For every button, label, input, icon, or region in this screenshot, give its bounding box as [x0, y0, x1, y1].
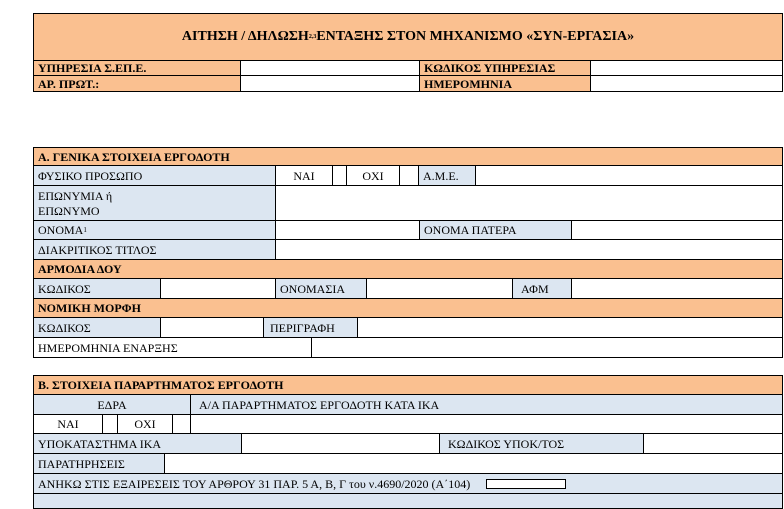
seat-no-checkbox[interactable]: [172, 414, 191, 434]
legal-code-field[interactable]: [160, 317, 264, 338]
branch-no-field[interactable]: [190, 414, 783, 434]
ika-branch-code-field[interactable]: [643, 433, 783, 454]
afm-label: ΑΦΜ: [512, 278, 572, 299]
seat-no-label: ΟΧΙ: [117, 414, 173, 434]
exception-label: ΑΝΗΚΩ ΣΤΙΣ ΕΞΑΙΡΕΣΕΙΣ ΤΟΥ ΑΡΘΡΟΥ 31 ΠΑΡ. 5 Α, Β, Γ του ν.4690/2020 (Α΄104): [38, 476, 471, 491]
natural-person-no-label: ΟΧΙ: [346, 165, 400, 186]
doy-code-field[interactable]: [160, 278, 276, 299]
natural-person-yes-checkbox[interactable]: [332, 165, 347, 186]
natural-person-no-checkbox[interactable]: [399, 165, 419, 186]
form-title: ΑΙΤΗΣΗ / ΔΗΛΩΣΗ 2,3 ΕΝΤΑΞΗΣ ΣΤΟΝ ΜΗΧΑΝΙΣΜΟ «ΣΥΝ-ΕΡΓΑΣΙΑ»: [33, 13, 783, 61]
remarks-label: ΠΑΡΑΤΗΡΗΣΕΙΣ: [33, 453, 165, 474]
company-name-field[interactable]: [275, 185, 783, 221]
seat-yes-checkbox[interactable]: [102, 414, 118, 434]
legal-description-field[interactable]: [357, 317, 783, 338]
start-date-label: ΗΜΕΡΟΜΗΝΙΑ ΕΝΑΡΞΗΣ: [33, 337, 312, 358]
trade-title-field[interactable]: [275, 239, 783, 260]
legal-form-title: ΝΟΜΙΚΗ ΜΟΡΦΗ: [33, 298, 783, 318]
doy-name-field[interactable]: [366, 278, 513, 299]
ame-field[interactable]: [475, 165, 783, 186]
doy-code-label: ΚΩΔΙΚΟΣ: [33, 278, 161, 299]
afm-field[interactable]: [571, 278, 783, 299]
form-title-text: ΑΙΤΗΣΗ / ΔΗΛΩΣΗ: [181, 29, 309, 44]
name-field[interactable]: [275, 220, 420, 240]
ika-branch-field[interactable]: [241, 433, 440, 454]
doy-name-label: ΟΝΟΜΑΣΙΑ: [275, 278, 367, 299]
company-name-line1: ΕΠΩΝΥΜΙΑ ή: [38, 189, 113, 203]
service-code-field[interactable]: [590, 60, 783, 76]
date-field[interactable]: [590, 75, 783, 92]
legal-code-label: ΚΩΔΙΚΟΣ: [33, 317, 161, 338]
protocol-label: ΑΡ. ΠΡΩΤ.:: [33, 75, 241, 92]
natural-person-yes-label: ΝΑΙ: [275, 165, 333, 186]
seat-label: ΕΔΡΑ: [33, 394, 191, 415]
trade-title-label: ΔΙΑΚΡΙΤΙΚΟΣ ΤΙΤΛΟΣ: [33, 239, 276, 260]
company-name-label-text: [38, 189, 112, 219]
date-label: ΗΜΕΡΟΜΗΝΙΑ: [419, 75, 591, 92]
form-title-rest: ΕΝΤΑΞΗΣ ΣΤΟΝ ΜΗΧΑΝΙΣΜΟ «ΣΥΝ-ΕΡΓΑΣΙΑ»: [316, 29, 635, 44]
company-name-line2: ΕΠΩΝΥΜΟ: [38, 204, 100, 218]
service-label: ΥΠΗΡΕΣΙΑ Σ.ΕΠ.Ε.: [33, 60, 241, 76]
service-field[interactable]: [240, 60, 420, 76]
doy-title: ΑΡΜΟΔΙΑ ΔΟΥ: [33, 259, 783, 279]
name-label-text: ΟΝΟΜΑ: [38, 223, 84, 237]
exception-row: [33, 473, 783, 494]
father-name-label: ΟΝΟΜΑ ΠΑΤΕΡΑ: [419, 220, 572, 240]
section-b-title: Β. ΣΤΟΙΧΕΙΑ ΠΑΡΑΡΤΗΜΑΤΟΣ ΕΡΓΟΔΟΤΗ: [33, 375, 783, 395]
service-code-label: ΚΩΔΙΚΟΣ ΥΠΗΡΕΣΙΑΣ: [419, 60, 591, 76]
ika-branch-label: ΥΠΟΚΑΤΑΣΤΗΜΑ ΙΚΑ: [33, 433, 242, 454]
ame-label: Α.Μ.Ε.: [418, 165, 476, 186]
section-a-title: Α. ΓΕΝΙΚΑ ΣΤΟΙΧΕΙΑ ΕΡΓΟΔΟΤΗ: [33, 147, 783, 166]
father-name-field[interactable]: [571, 220, 783, 240]
remarks-field[interactable]: [164, 453, 783, 474]
natural-person-label: ΦΥΣΙΚΟ ΠΡΟΣΩΠΟ: [33, 165, 276, 186]
exception-checkbox[interactable]: [486, 479, 566, 489]
company-name-label: [33, 185, 276, 221]
ika-branch-code-label: ΚΩΔΙΚΟΣ ΥΠΟΚ/ΤΟΣ: [439, 433, 644, 454]
section-b-footer-row: [33, 493, 783, 509]
legal-description-label: ΠΕΡΙΓΡΑΦΗ: [263, 317, 358, 338]
name-label: ΟΝΟΜΑ 1: [33, 220, 276, 240]
branch-no-label: Α/Α ΠΑΡΑΡΤΗΜΑΤΟΣ ΕΡΓΟΔΟΤΗ ΚΑΤΑ ΙΚΑ: [190, 394, 783, 415]
seat-yes-label: ΝΑΙ: [33, 414, 103, 434]
protocol-field[interactable]: [240, 75, 420, 92]
start-date-field[interactable]: [311, 337, 783, 358]
